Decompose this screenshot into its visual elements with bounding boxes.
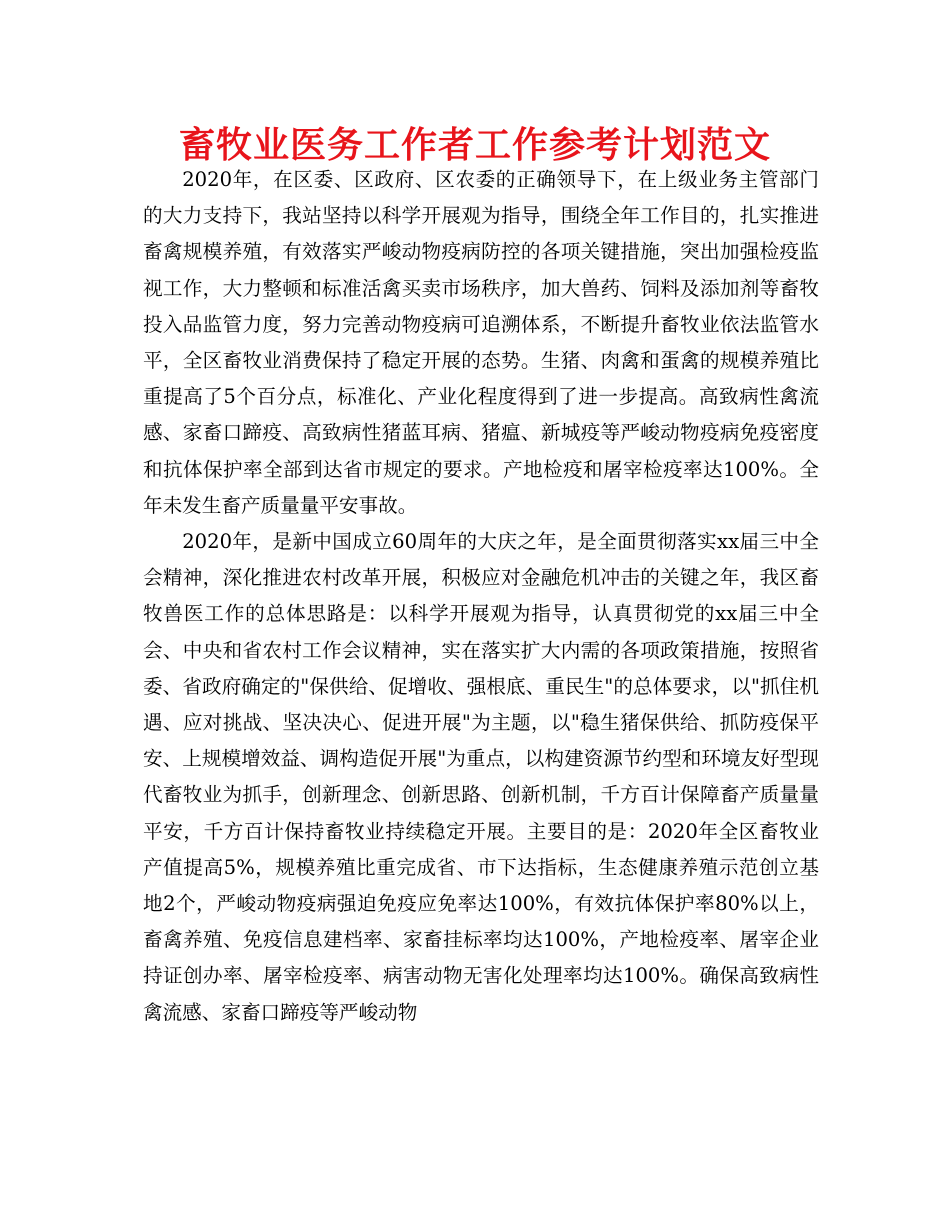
document-body <box>143 162 819 1031</box>
document-title: 畜牧业医务工作者工作参考计划范文 <box>178 125 771 166</box>
paragraph-2: 2020年，是新中国成立60周年的大庆之年，是全面贯彻落实xx届三中全会精神，深化推进农村改革开展，积极应对金融危机冲击的关键之年，我区畜牧兽医工作的总体思路是：以科学开展观为指导，认真贯彻党的xx届三中全会、中央和省农村工作会议精神，实在落实扩大内需的各项政策措施，按照省委、省政府确定的"保供给、促增收、强根底、重民生"的总体要求，以"抓住机遇、应对挑战、坚决决心、促进开展"为主题，以"稳生猪保供给、抓防疫保平安、上规模增效益、调构造促开展"为重点，以构建资源节约型和环境友好型现代畜牧业为抓手，创新理念、创新思路、创新机制，千方百计保障畜产质量量平安，千方百计保持畜牧业持续稳定开展。主要目的是：2020年全区畜牧业产值提高5%，规模养殖比重完成省、市下达指标，生态健康养殖示范创立基地2个，严峻动物疫病强迫免疫应免率达100%，有效抗体保护率80%以上，畜禽养殖、免疫信息建档率、家畜挂标率均达100%，产地检疫率、屠宰企业持证创办率、屠宰检疫率、病害动物无害化处理率均达100%。确保高致病性禽流感、家畜口蹄疫等严峻动物 <box>143 530 819 1024</box>
paragraph-1: 2020年，在区委、区政府、区农委的正确领导下，在上级业务主管部门的大力支持下，我站坚持以科学开展观为指导，围绕全年工作目的，扎实推进畜禽规模养殖，有效落实严峻动物疫病防控的各项关键措施，突出加强检疫监视工作，大力整顿和标准活禽买卖市场秩序，加大兽药、饲料及添加剂等畜牧投入品监管力度，努力完善动物疫病可追溯体系，不断提升畜牧业依法监管水平，全区畜牧业消费保持了稳定开展的态势。生猪、肉禽和蛋禽的规模养殖比重提高了5个百分点，标准化、产业化程度得到了进一步提高。高致病性禽流感、家畜口蹄疫、高致病性猪蓝耳病、猪瘟、新城疫等严峻动物疫病免疫密度和抗体保护率全部到达省市规定的要求。产地检疫和屠宰检疫率达100%。全年未发生畜产质量量平安事故。 <box>143 168 819 517</box>
